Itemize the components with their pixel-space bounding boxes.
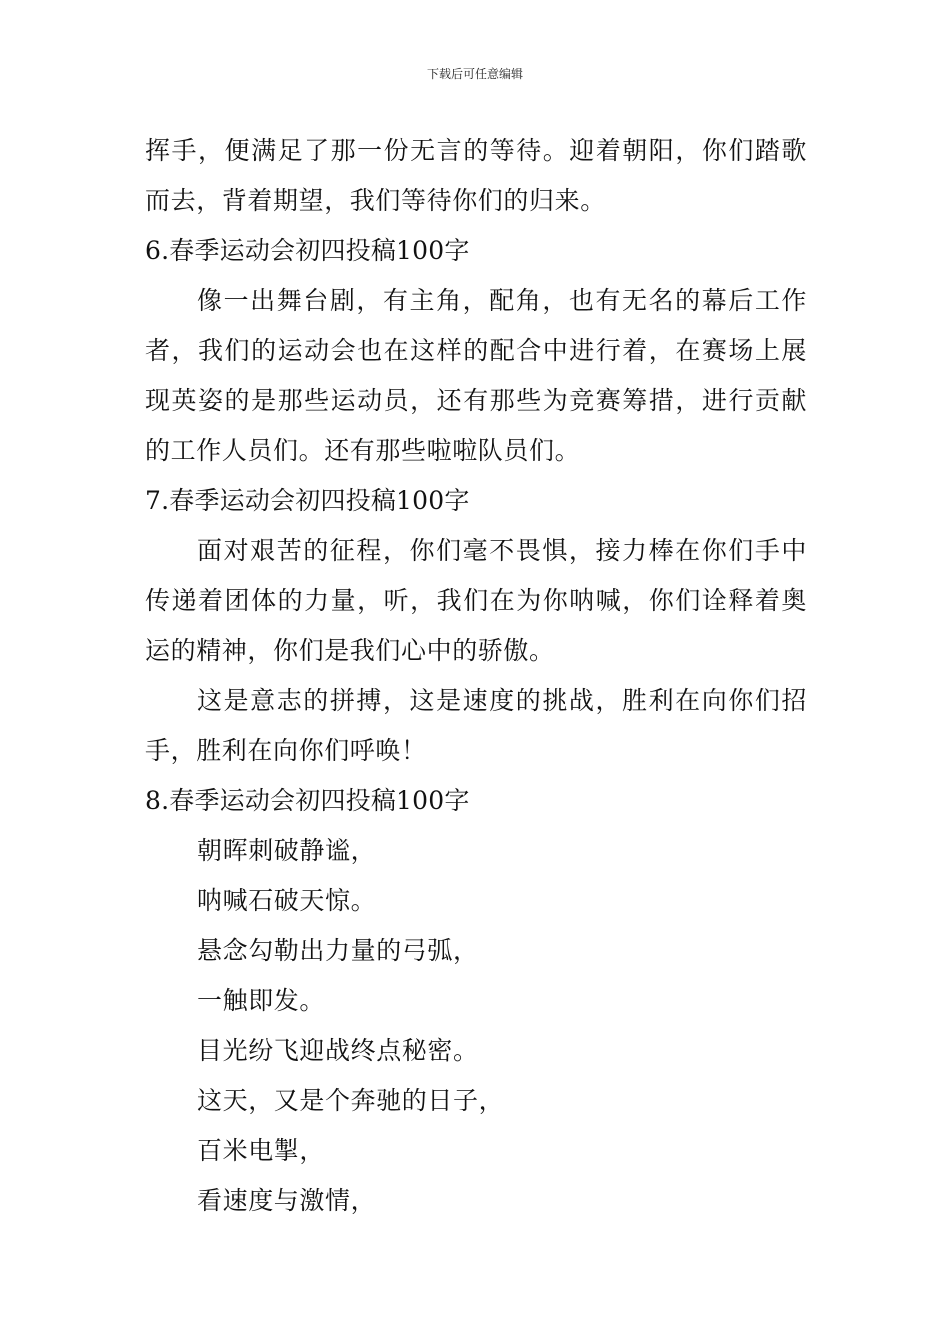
paragraph-line: 手，胜利在向你们呼唤！ bbox=[145, 736, 427, 765]
paragraph-line: 像一出舞台剧，有主角，配角，也有无名的幕后工作 bbox=[197, 286, 807, 315]
document-body bbox=[145, 126, 807, 1226]
section-heading: 8.春季运动会初四投稿100字 bbox=[145, 786, 470, 815]
paragraph-line: 的工作人员们。还有那些啦啦队员们。 bbox=[145, 436, 581, 465]
paragraph-line: 面对艰苦的征程，你们毫不畏惧，接力棒在你们手中 bbox=[197, 536, 807, 565]
paragraph-line: 现英姿的是那些运动员，还有那些为竞赛筹措，进行贡献 bbox=[145, 386, 807, 415]
page-header-note: 下载后可任意编辑 bbox=[426, 67, 523, 81]
paragraph-line: 挥手，便满足了那一份无言的等待。迎着朝阳，你们踏歌 bbox=[145, 136, 807, 165]
poem-line: 呐喊石破天惊。 bbox=[197, 886, 377, 915]
poem-line: 看速度与激情， bbox=[197, 1186, 377, 1215]
poem-line: 一触即发。 bbox=[197, 986, 326, 1015]
poem-line: 目光纷飞迎战终点秘密。 bbox=[197, 1036, 479, 1065]
paragraph-line: 者，我们的运动会也在这样的配合中进行着，在赛场上展 bbox=[145, 336, 807, 365]
poem-line: 悬念勾勒出力量的弓弧， bbox=[197, 936, 479, 965]
paragraph-line: 传递着团体的力量，听，我们在为你呐喊，你们诠释着奥 bbox=[145, 586, 807, 615]
section-heading: 7.春季运动会初四投稿100字 bbox=[145, 486, 470, 515]
paragraph-line: 而去，背着期望，我们等待你们的归来。 bbox=[145, 186, 606, 215]
paragraph-line: 这是意志的拼搏，这是速度的挑战，胜利在向你们招 bbox=[197, 686, 807, 715]
section-heading: 6.春季运动会初四投稿100字 bbox=[145, 236, 470, 265]
paragraph-line: 运的精神，你们是我们心中的骄傲。 bbox=[145, 636, 555, 665]
poem-line: 这天，又是个奔驰的日子， bbox=[197, 1086, 505, 1115]
poem-line: 百米电掣， bbox=[197, 1136, 326, 1165]
poem-line: 朝晖刺破静谧， bbox=[197, 836, 377, 865]
